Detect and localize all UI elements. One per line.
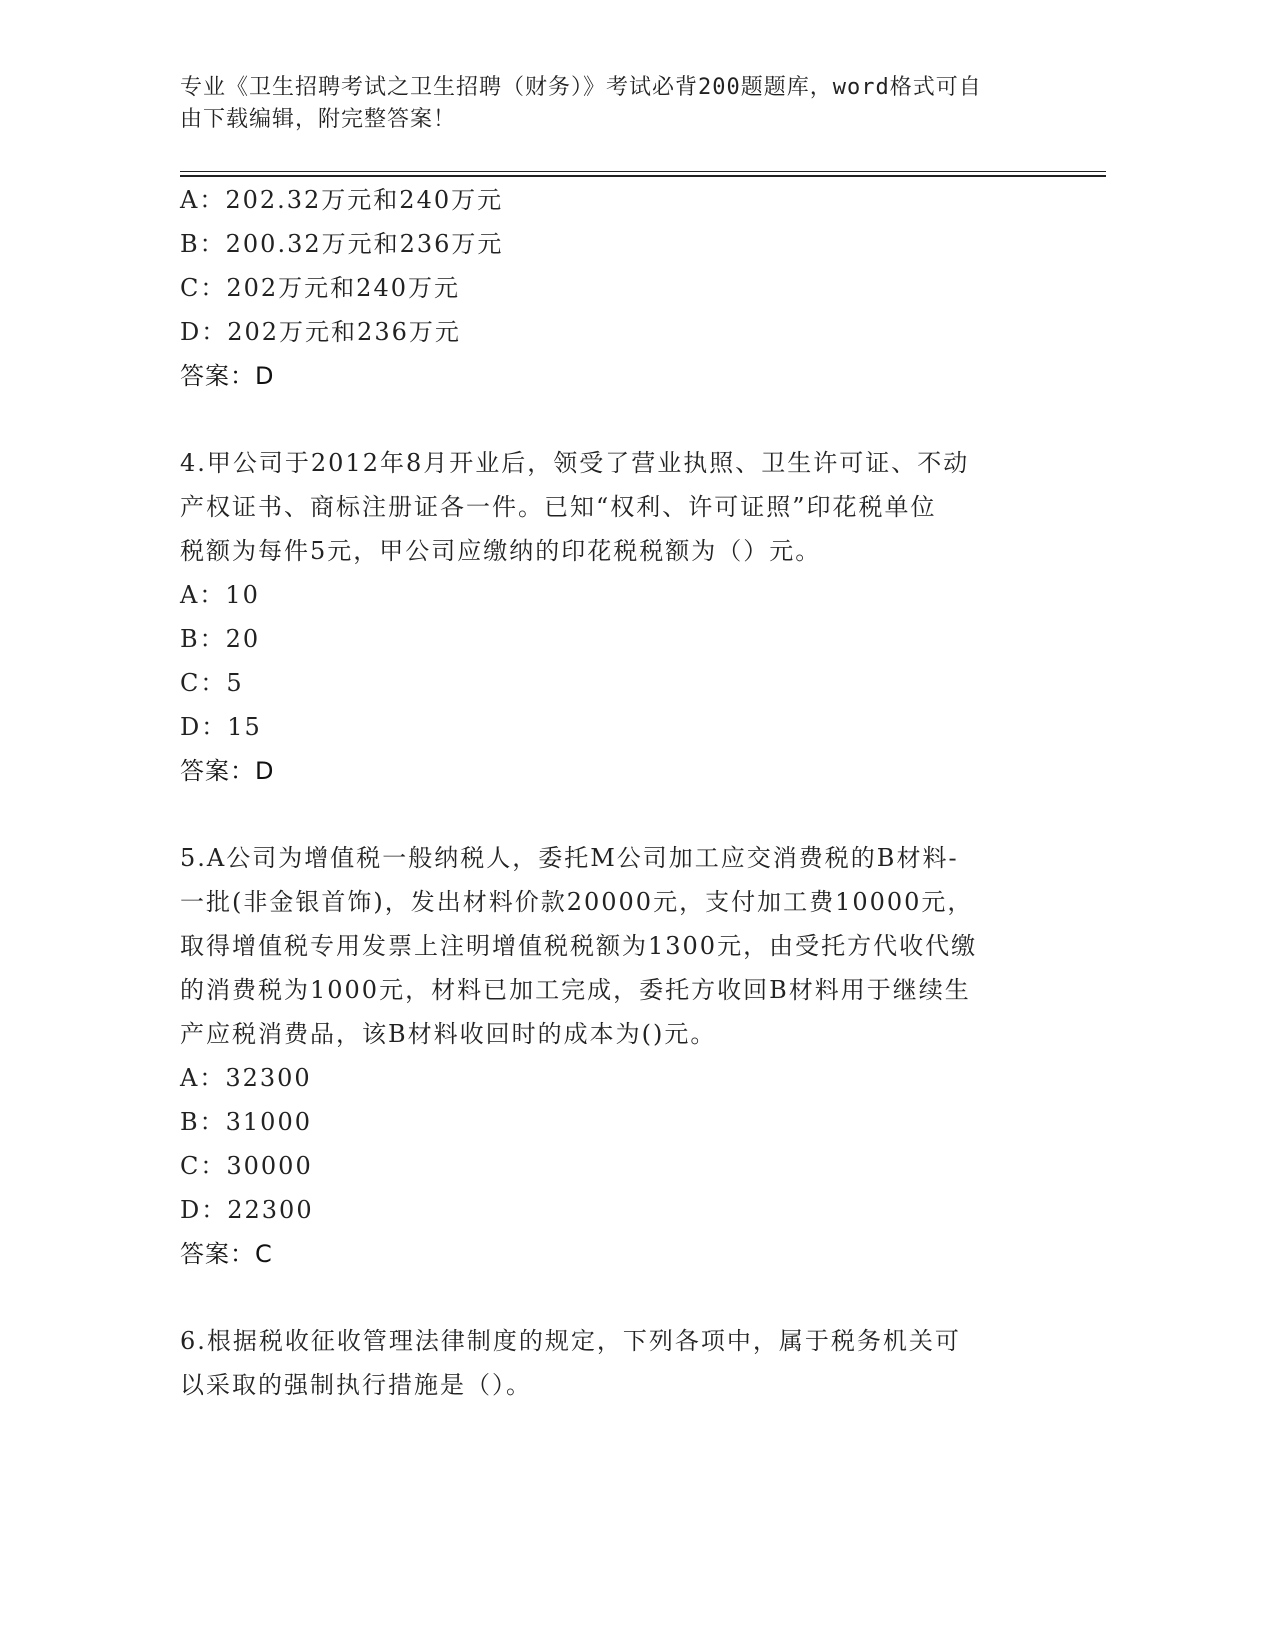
question-5 [180, 836, 1040, 1276]
question-line: 产权证书、商标注册证各一件。已知“权利、许可证照”印花税单位 [180, 493, 937, 521]
answer-label: 答案：D [180, 757, 275, 785]
question-line: 6.根据税收征收管理法律制度的规定，下列各项中，属于税务机关可 [180, 1327, 961, 1355]
header-line-2: 由下载编辑，附完整答案！ [180, 107, 457, 132]
document-body [180, 178, 1040, 1407]
option-d: D：202万元和236万元 [180, 318, 461, 346]
question-6 [180, 1319, 1040, 1407]
option-a: A：32300 [180, 1064, 312, 1092]
option-a: A：202.32万元和240万元 [180, 186, 504, 214]
question-line: 一批(非金银首饰)，发出材料价款20000元，支付加工费10000元， [180, 888, 974, 916]
question-line: 4.甲公司于2012年8月开业后，领受了营业执照、卫生许可证、不动 [180, 449, 970, 477]
question-4 [180, 441, 1040, 793]
question-line: 税额为每件5元，甲公司应缴纳的印花税税额为（）元。 [180, 537, 822, 565]
answer-label: 答案：D [180, 362, 275, 390]
question-line: 5.A公司为增值税一般纳税人，委托M公司加工应交消费税的B材料- [180, 844, 959, 872]
option-b: B：20 [180, 625, 261, 653]
option-d: D：22300 [180, 1196, 314, 1224]
question-3 [180, 178, 1040, 398]
question-line: 的消费税为1000元，材料已加工完成，委托方收回B材料用于继续生 [180, 976, 971, 1004]
option-a: A：10 [180, 581, 260, 609]
answer-label: 答案：C [180, 1240, 273, 1268]
question-text [180, 836, 1030, 1056]
question-line: 以采取的强制执行措施是（）。 [180, 1371, 532, 1399]
option-b: B：200.32万元和236万元 [180, 230, 504, 258]
header-divider-thin [180, 171, 1106, 172]
question-line: 产应税消费品，该B材料收回时的成本为()元。 [180, 1020, 717, 1048]
header-divider-thick [180, 175, 1106, 177]
document-header [180, 72, 1030, 136]
question-line: 取得增值税专用发票上注明增值税税额为1300元，由受托方代收代缴 [180, 932, 978, 960]
option-c: C：30000 [180, 1152, 313, 1180]
option-b: B：31000 [180, 1108, 312, 1136]
option-c: C：202万元和240万元 [180, 274, 460, 302]
question-text [180, 441, 1030, 573]
question-text [180, 1319, 1030, 1407]
header-line-1: 专业《卫生招聘考试之卫生招聘（财务）》考试必背200题题库，word格式可自 [180, 75, 982, 100]
option-c: C：5 [180, 669, 244, 697]
option-d: D：15 [180, 713, 262, 741]
